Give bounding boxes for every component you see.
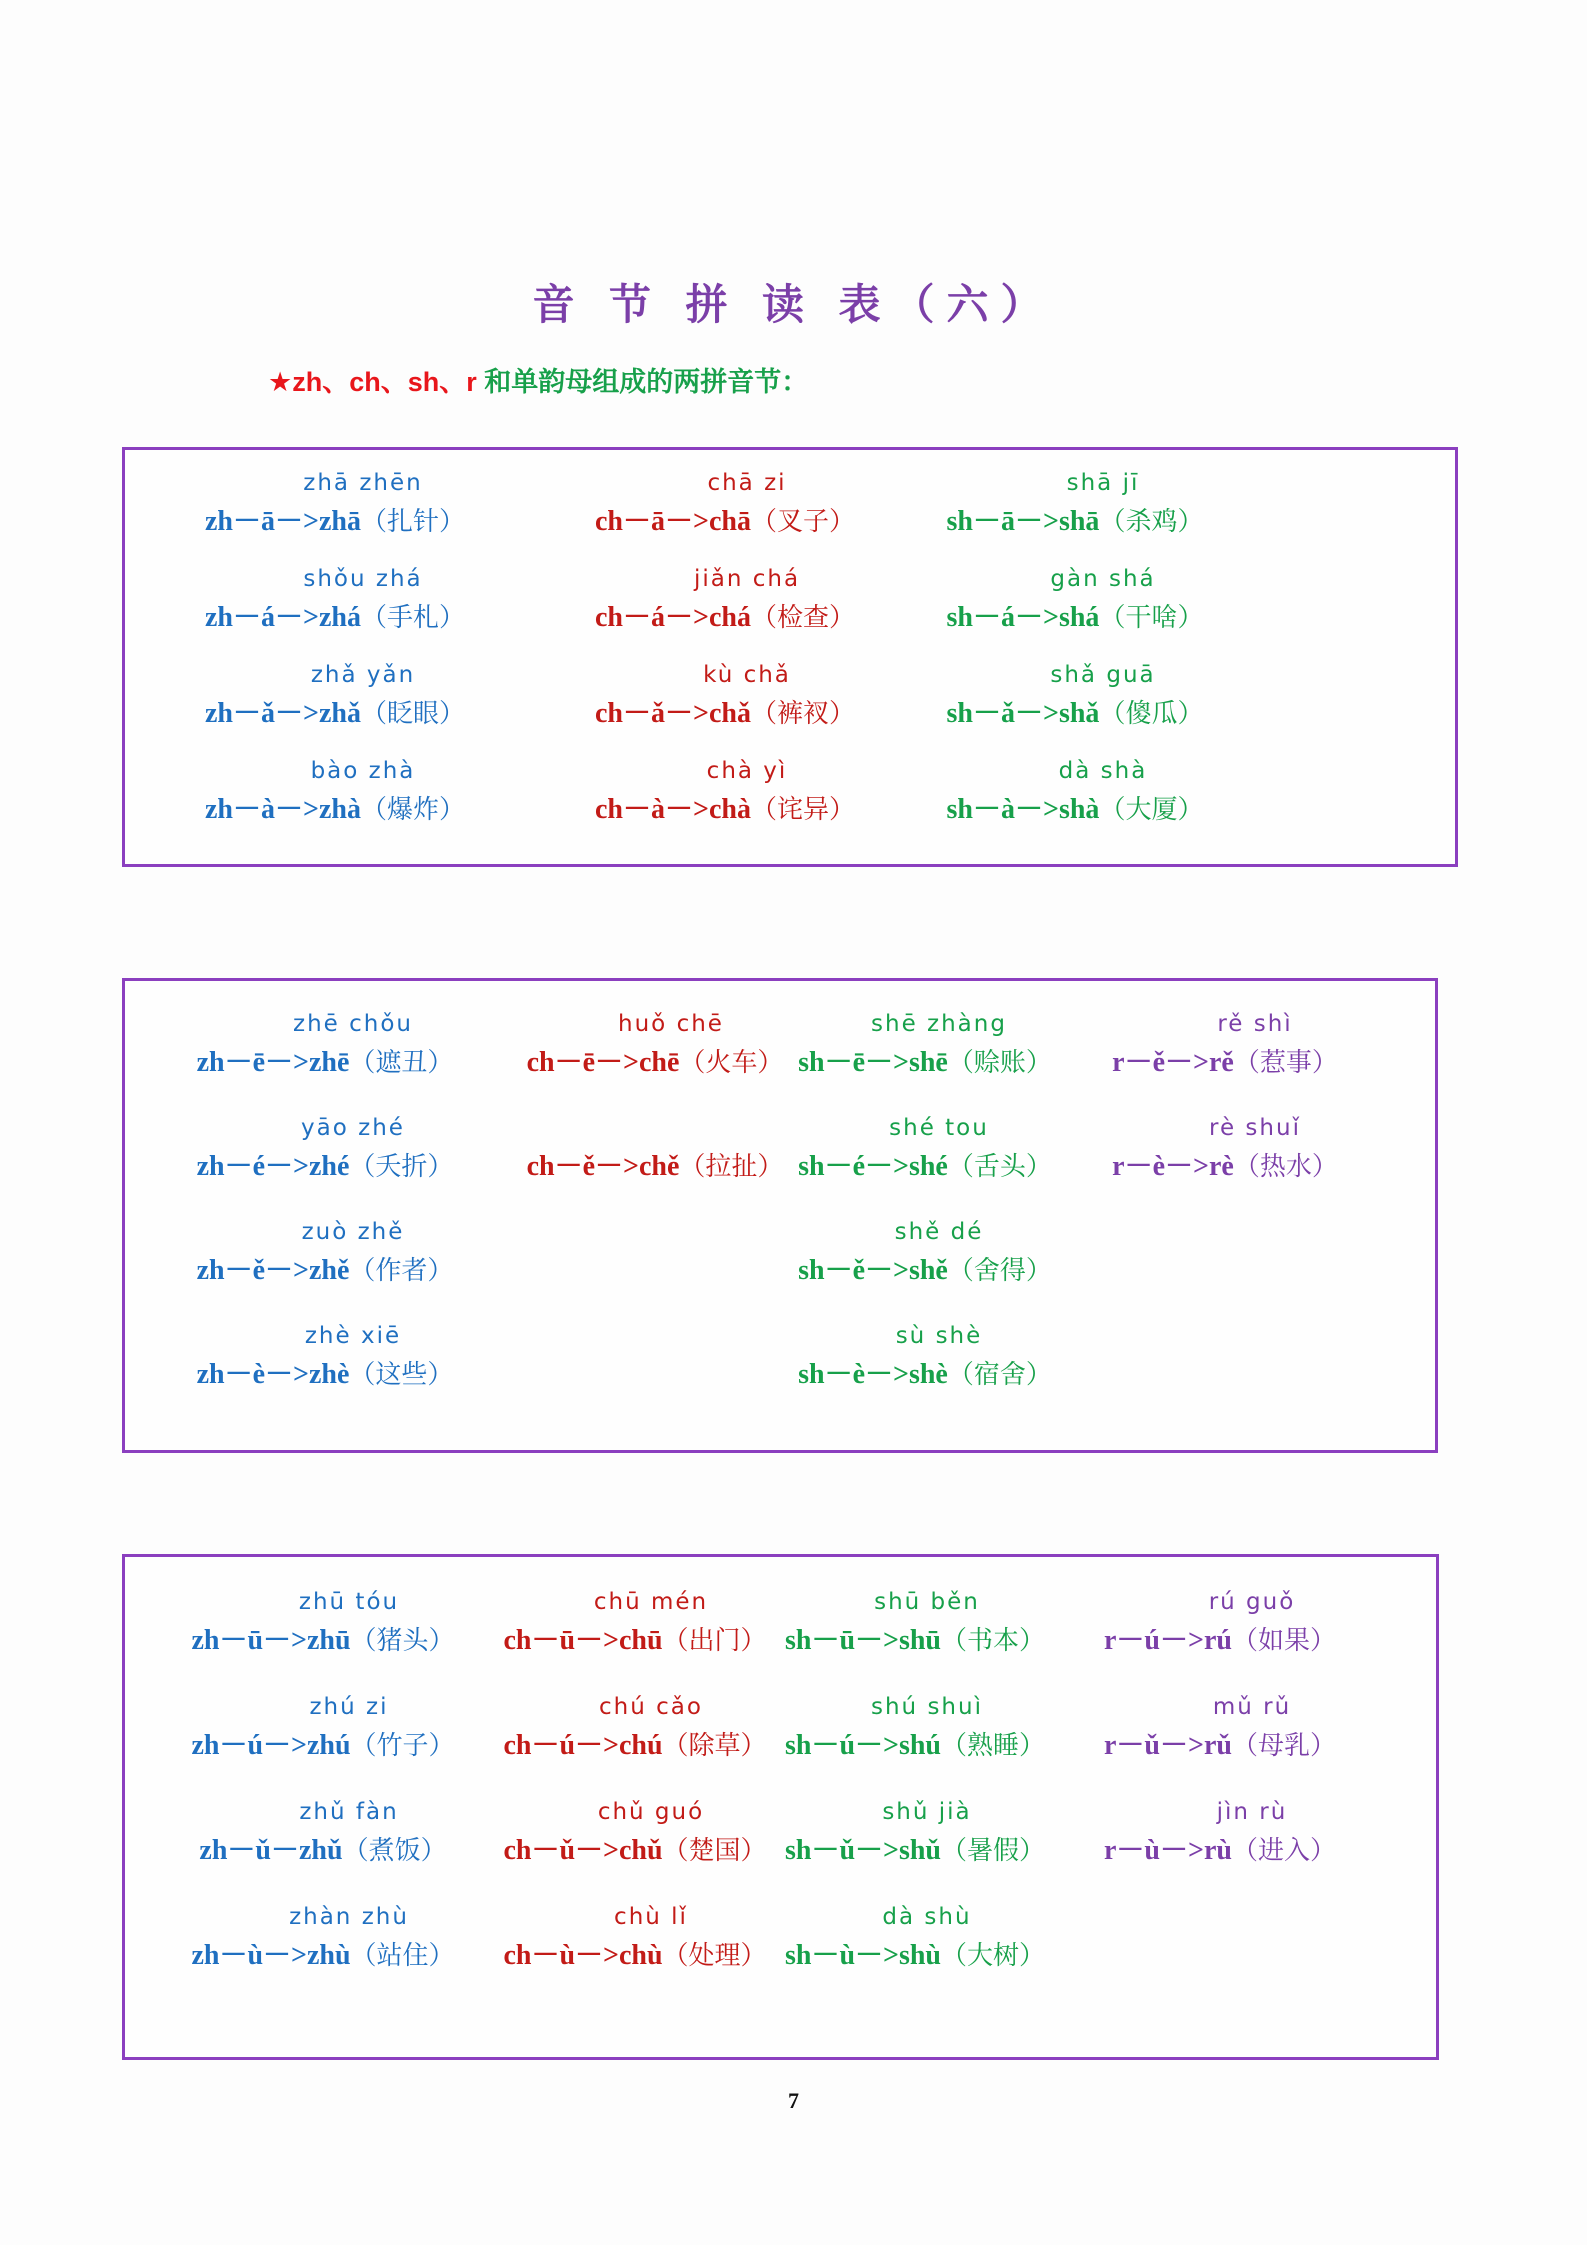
formula-text: sh－é－>shé bbox=[798, 1151, 948, 1182]
pinyin-gloss: zhū tóu bbox=[298, 1589, 400, 1615]
example-word: （傻瓜） bbox=[1099, 699, 1204, 729]
example-word: （诧异） bbox=[750, 795, 855, 825]
formula-text: ch－ú－>chú bbox=[503, 1730, 663, 1761]
pinyin-gloss: shǎ guā bbox=[1050, 662, 1156, 688]
formula-text: r－ǔ－>rǔ bbox=[1104, 1730, 1232, 1761]
syllable-cell bbox=[1015, 1217, 1435, 1312]
formula-text: ch－ē－>chē bbox=[526, 1047, 680, 1078]
formula-text: ch－ǎ－>chǎ bbox=[595, 698, 751, 729]
pinyin-gloss: bào zhà bbox=[310, 758, 416, 784]
example-word: （检查） bbox=[750, 603, 855, 633]
formula-text: zh－á－>zhá bbox=[205, 602, 361, 633]
table-rows bbox=[125, 1557, 1436, 2057]
formula-text: sh－ū－>shū bbox=[784, 1625, 942, 1656]
pinyin-gloss: gàn shá bbox=[1050, 566, 1156, 592]
formula-text: r－è－>rè bbox=[1112, 1151, 1234, 1182]
pinyin-gloss: chǔ guó bbox=[597, 1799, 705, 1825]
page-number: 7 bbox=[788, 2088, 799, 2113]
table-row bbox=[125, 1692, 1436, 1787]
syllable-cell bbox=[1005, 1797, 1435, 1892]
syllable-cell bbox=[1015, 1113, 1435, 1208]
example-word: （眨眼） bbox=[360, 699, 465, 729]
formula-text: zh－ě－>zhě bbox=[196, 1255, 350, 1286]
formula-text: r－ù－>rù bbox=[1104, 1835, 1232, 1866]
syllable-formula bbox=[125, 792, 545, 828]
pinyin-gloss: rè shuǐ bbox=[1209, 1115, 1301, 1141]
pinyin-gloss: shě dé bbox=[894, 1219, 984, 1245]
syllable-formula bbox=[125, 504, 545, 540]
formula-text: sh－ú－>shú bbox=[784, 1730, 942, 1761]
syllable-cell bbox=[125, 660, 545, 755]
pinyin-gloss: shǒu zhá bbox=[303, 566, 423, 592]
syllable-cell bbox=[125, 468, 545, 563]
table-row bbox=[125, 660, 1455, 755]
formula-text: sh－ě－>shě bbox=[798, 1255, 948, 1286]
pinyin-gloss: kù chǎ bbox=[703, 662, 791, 688]
section-subtitle bbox=[268, 360, 808, 399]
syllable-table-u bbox=[122, 1554, 1439, 2060]
formula-text: r－ú－>rú bbox=[1104, 1625, 1232, 1656]
table-rows bbox=[125, 981, 1435, 1450]
syllable-cell bbox=[1015, 1009, 1435, 1104]
example-word: （楚国） bbox=[662, 1836, 767, 1866]
formula-text: zh－ǎ－>zhǎ bbox=[205, 698, 361, 729]
page-title: 音 节 拼 读 表（六） bbox=[532, 283, 1055, 329]
example-word: （进入） bbox=[1231, 1836, 1336, 1866]
example-word: （处理） bbox=[662, 1941, 767, 1971]
syllable-cell bbox=[1005, 1902, 1435, 1997]
formula-text: sh－à－>shà bbox=[946, 794, 1100, 825]
syllable-formula bbox=[855, 504, 1295, 540]
example-word: （母乳） bbox=[1231, 1731, 1336, 1761]
syllable-cell bbox=[855, 756, 1295, 851]
syllable-cell bbox=[1005, 1692, 1435, 1787]
table-row bbox=[125, 468, 1455, 563]
formula-text: zh－ē－>zhē bbox=[196, 1047, 350, 1078]
table-row bbox=[125, 1113, 1435, 1208]
example-word: （大树） bbox=[941, 1941, 1046, 1971]
table-row bbox=[125, 756, 1455, 851]
syllable-formula bbox=[855, 600, 1295, 636]
example-word: （杀鸡） bbox=[1099, 507, 1204, 537]
example-word: （竹子） bbox=[350, 1731, 455, 1761]
formula-text: zh－ā－>zhā bbox=[205, 506, 361, 537]
pinyin-gloss: shé tou bbox=[889, 1115, 989, 1141]
example-word: （扎针） bbox=[360, 507, 465, 537]
formula-text: zh－ū－>zhū bbox=[191, 1625, 351, 1656]
subtitle-description: 和单韵母组成的两拼音节： bbox=[476, 367, 809, 397]
formula-text: zh－à－>zhà bbox=[205, 794, 361, 825]
formula-text: sh－ù－>shù bbox=[784, 1940, 942, 1971]
example-word: （暑假） bbox=[941, 1836, 1046, 1866]
formula-text: sh－ǔ－>shǔ bbox=[784, 1835, 942, 1866]
syllable-formula bbox=[1005, 1833, 1435, 1869]
table-row bbox=[125, 1321, 1435, 1416]
table-rows bbox=[125, 450, 1455, 864]
formula-text: sh－è－>shè bbox=[798, 1359, 948, 1390]
syllable-formula bbox=[855, 696, 1295, 732]
example-word: （作者） bbox=[349, 1256, 454, 1286]
subtitle-initials: ★zh、ch、sh、r bbox=[268, 367, 477, 397]
formula-text: sh－ē－>shē bbox=[798, 1047, 948, 1078]
formula-text: ch－ù－>chù bbox=[503, 1940, 663, 1971]
pinyin-gloss: huǒ chē bbox=[618, 1011, 724, 1037]
formula-text: zh－ù－>zhù bbox=[191, 1940, 351, 1971]
syllable-cell bbox=[1015, 1321, 1435, 1416]
formula-text: zh－è－>zhè bbox=[196, 1359, 350, 1390]
formula-text: sh－ā－>shā bbox=[946, 506, 1100, 537]
syllable-formula bbox=[125, 696, 545, 732]
example-word: （书本） bbox=[941, 1626, 1046, 1656]
pinyin-gloss: chà yì bbox=[706, 758, 788, 784]
formula-text: zh－ǔ－zhǔ bbox=[199, 1835, 343, 1866]
pinyin-gloss: chā zi bbox=[707, 470, 787, 496]
pinyin-gloss: zhā zhēn bbox=[303, 470, 423, 496]
pinyin-gloss: rú guǒ bbox=[1208, 1589, 1296, 1615]
formula-text: ch－ū－>chū bbox=[503, 1625, 663, 1656]
syllable-cell bbox=[855, 468, 1295, 563]
pinyin-gloss: jiǎn chá bbox=[693, 566, 801, 592]
formula-text: sh－á－>shá bbox=[946, 602, 1100, 633]
pinyin-gloss: zhē chǒu bbox=[293, 1011, 413, 1037]
syllable-cell bbox=[1005, 1587, 1435, 1682]
table-row bbox=[125, 564, 1455, 659]
pinyin-gloss: shǔ jià bbox=[882, 1799, 972, 1825]
syllable-formula bbox=[1005, 1623, 1435, 1659]
pinyin-gloss: zhǎ yǎn bbox=[310, 662, 416, 688]
example-word: （热水） bbox=[1233, 1152, 1338, 1182]
example-word: （大厦） bbox=[1099, 795, 1204, 825]
syllable-table-e bbox=[122, 978, 1438, 1453]
pinyin-gloss: shū běn bbox=[874, 1589, 980, 1615]
table-row bbox=[125, 1217, 1435, 1312]
table-row bbox=[125, 1587, 1436, 1682]
pinyin-gloss: zhàn zhù bbox=[289, 1904, 409, 1930]
example-word: （舍得） bbox=[947, 1256, 1052, 1286]
example-word: （遮丑） bbox=[349, 1048, 454, 1078]
example-word: （叉子） bbox=[750, 507, 855, 537]
syllable-cell bbox=[125, 756, 545, 851]
formula-text: ch－ā－>chā bbox=[595, 506, 751, 537]
formula-text: ch－à－>chà bbox=[595, 794, 751, 825]
pinyin-gloss: chū mén bbox=[593, 1589, 709, 1615]
pinyin-gloss: chù lǐ bbox=[614, 1904, 688, 1930]
example-word: （干啥） bbox=[1099, 603, 1204, 633]
example-word: （猪头） bbox=[350, 1626, 455, 1656]
pinyin-gloss: shā jī bbox=[1066, 470, 1140, 496]
pinyin-gloss: zhú zi bbox=[309, 1694, 389, 1720]
example-word: （出门） bbox=[662, 1626, 767, 1656]
syllable-cell bbox=[855, 564, 1295, 659]
pinyin-gloss: zhè xiē bbox=[304, 1323, 402, 1349]
pinyin-gloss: rě shì bbox=[1217, 1011, 1293, 1037]
formula-text: r－ě－>rě bbox=[1112, 1047, 1234, 1078]
pinyin-gloss: sù shè bbox=[895, 1323, 983, 1349]
pinyin-gloss: shú shuì bbox=[871, 1694, 983, 1720]
syllable-cell bbox=[855, 660, 1295, 755]
table-row bbox=[125, 1902, 1436, 1997]
pinyin-gloss: shē zhàng bbox=[871, 1011, 1007, 1037]
example-word: （如果） bbox=[1231, 1626, 1336, 1656]
formula-text: zh－é－>zhé bbox=[196, 1151, 350, 1182]
example-word: （除草） bbox=[662, 1731, 767, 1761]
pinyin-gloss: dà shù bbox=[882, 1904, 972, 1930]
formula-text: ch－á－>chá bbox=[595, 602, 751, 633]
syllable-formula bbox=[855, 792, 1295, 828]
example-word: （赊账） bbox=[947, 1048, 1052, 1078]
syllable-formula bbox=[1015, 1045, 1435, 1081]
syllable-formula bbox=[1005, 1728, 1435, 1764]
syllable-formula bbox=[1015, 1149, 1435, 1185]
example-word: （这些） bbox=[349, 1360, 454, 1390]
example-word: （火车） bbox=[679, 1048, 784, 1078]
example-word: （裤衩） bbox=[750, 699, 855, 729]
syllable-table-a bbox=[122, 447, 1458, 867]
example-word: （爆炸） bbox=[360, 795, 465, 825]
example-word: （站住） bbox=[350, 1941, 455, 1971]
syllable-cell bbox=[125, 564, 545, 659]
example-word: （惹事） bbox=[1233, 1048, 1338, 1078]
pinyin-gloss: jìn rù bbox=[1216, 1799, 1288, 1825]
formula-text: ch－ǔ－>chǔ bbox=[503, 1835, 663, 1866]
example-word: （熟睡） bbox=[941, 1731, 1046, 1761]
table-row bbox=[125, 1797, 1436, 1892]
pinyin-gloss: chú cǎo bbox=[599, 1694, 703, 1720]
formula-text: sh－ǎ－>shǎ bbox=[946, 698, 1100, 729]
pinyin-gloss: zhǔ fàn bbox=[299, 1799, 399, 1825]
pinyin-gloss: dà shà bbox=[1058, 758, 1148, 784]
formula-text: zh－ú－>zhú bbox=[191, 1730, 351, 1761]
example-word: （煮饭） bbox=[342, 1836, 447, 1866]
example-word: （拉扯） bbox=[679, 1152, 784, 1182]
pinyin-gloss: yāo zhé bbox=[301, 1115, 405, 1141]
pinyin-gloss: mǔ rǔ bbox=[1212, 1694, 1292, 1720]
example-word: （舌头） bbox=[947, 1152, 1052, 1182]
example-word: （手札） bbox=[360, 603, 465, 633]
example-word: （宿舍） bbox=[947, 1360, 1052, 1390]
syllable-formula bbox=[125, 600, 545, 636]
pinyin-gloss: zuò zhě bbox=[301, 1219, 405, 1245]
formula-text: ch－ě－>chě bbox=[526, 1151, 680, 1182]
table-row bbox=[125, 1009, 1435, 1104]
example-word: （夭折） bbox=[349, 1152, 454, 1182]
